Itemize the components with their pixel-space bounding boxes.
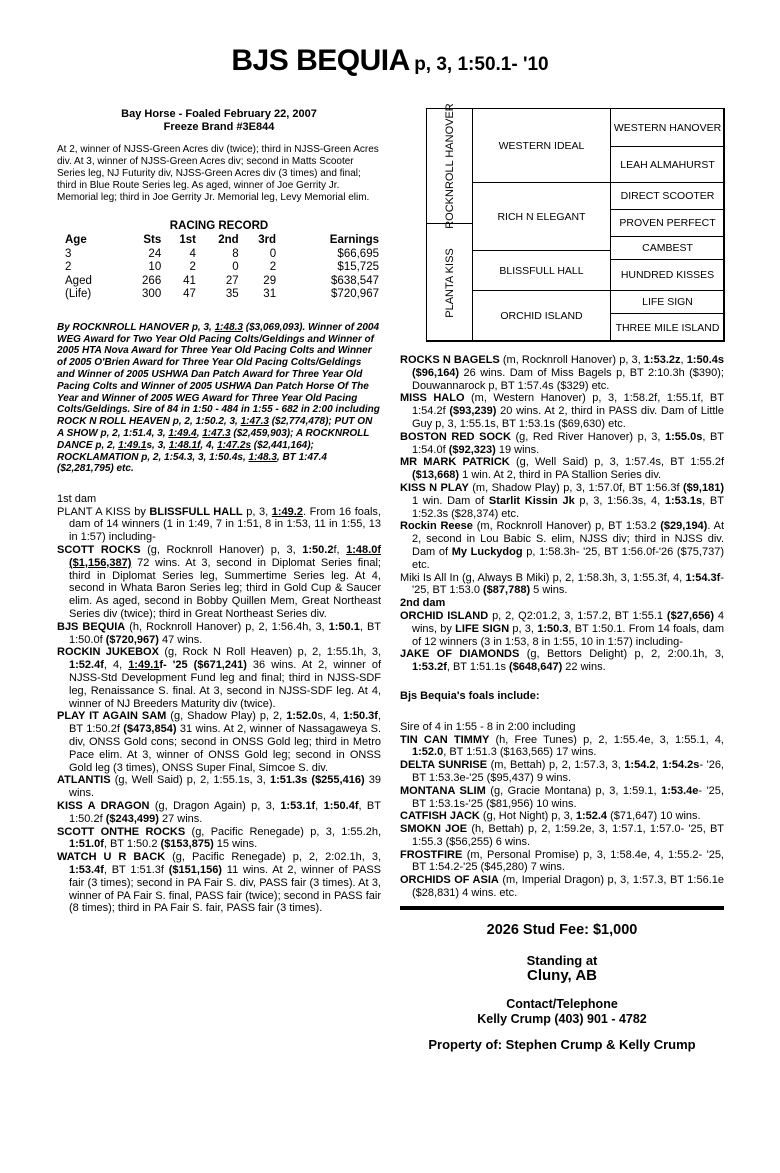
standing-label: Standing at — [526, 952, 598, 968]
entry-name: ATLANTIS — [57, 774, 111, 787]
entry-text: , BT 1:51.1s — [446, 661, 510, 674]
entry-earnings: ($27,656) — [666, 609, 715, 622]
entry-time: 1:52.4 — [575, 810, 608, 823]
entry-time: 1:50.1 — [328, 620, 360, 633]
entry-name: BLISSFULL HALL — [149, 505, 243, 518]
entry-text: 36 wins. At 2, winner of NJSS-Std Development Fund leg and final; third in NJSS-SDF leg, Renaissance S. final. At 3, second in NJSS-SDF leg. At 4, winner of NJ Breeders Maturity div (twice). — [69, 659, 382, 710]
page-title — [0, 44, 780, 78]
entry-name: JAKE OF DIAMONDS — [400, 648, 520, 661]
sire-time: 1:48.3 — [214, 321, 243, 333]
header-cell: Sts — [143, 233, 162, 246]
entry-text: . At 2, second in Lou Babic S. elim, NJSS div; third in NJSS div. Dam of — [412, 520, 725, 558]
entry-text: (g, Rocknroll Hanover) p, 3, — [140, 544, 303, 557]
table-cell: (Life) — [65, 288, 92, 301]
entry-text: (m, Personal Promise) p, 3, 1:58.4e, 4, 1:55.2- '25, BT 1:54.2-'25 ($45,280) 7 wins. — [412, 848, 724, 874]
entry-text: p, 3, — [242, 505, 272, 518]
table-cell: 0 — [232, 261, 239, 274]
sire-time: 1:48.1f — [168, 439, 201, 451]
table-row — [65, 248, 379, 262]
entry-text: 4 wins, by — [412, 609, 724, 635]
entry-name: Starlit Kissin Jk — [488, 494, 575, 507]
entry-text: (m, Shadow Play) p, 3, 1:57.0f, BT 1:56.3f — [468, 481, 684, 494]
racing-record-title: RACING RECORD — [169, 220, 269, 232]
entry-text: 27 wins. — [158, 812, 203, 825]
entry-text: 20 wins. At 2, third in PASS div. Dam of Little Guy p, 3, 1:55.1s, BT 1:53.1s ($69,630) etc. — [412, 405, 724, 430]
sire-time: 1:47.2s — [217, 439, 252, 451]
entry-text: (m, Rocknroll Hanover) p, BT 1:53.2 — [472, 520, 661, 533]
entry-name: MONTANA SLIM — [400, 784, 486, 797]
sire-text: , 4, — [200, 439, 218, 451]
left-column — [57, 108, 381, 915]
entry-text: , BT 1:50.1. From 14 foals, dam of 12 winners (3 in 1:53, 8 in 1:55, 10 in 1:57) including- — [412, 622, 725, 648]
table-cell: 24 — [148, 247, 162, 260]
standing-location: Cluny, AB — [527, 966, 597, 984]
entry-text: , BT 1:50.2f — [69, 710, 381, 736]
pedigree-dam-cell — [426, 223, 473, 342]
foal-entry — [400, 354, 724, 392]
foal-entry — [57, 851, 381, 915]
header-cell: 2nd — [218, 233, 239, 246]
entry-earnings: ($473,854) — [123, 723, 177, 736]
header-cell: 1st — [179, 233, 196, 246]
pedigree-sire-cell — [426, 103, 473, 229]
entry-name: PLAY IT AGAIN SAM — [57, 710, 167, 723]
entry-text: (g, Gracie Montana) p, 3, 1:59.1, — [485, 784, 662, 797]
table-row — [65, 288, 379, 302]
entry-text: (m, Western Hanover) p, 3, 1:58.2f, 1:55.1f, BT 1:54.2f — [412, 392, 724, 418]
entry-earnings: 1:50.4s ($96,164) — [412, 354, 724, 379]
sire-text: ($3,069,093). Winner of 2004 WEG Award for Two Year Old Pacing Colts/Geldings and Winner of 2005 HTA Nova Award for Three Year Old Pacing Colts and Winner of 2005 O'Brien Award for Three Year Old Pacing Colts/Geldings and Winner of 2005 USHWA Dan Patch Award for Three Year Old Pacing Colts and Winner of 2005 USHWA Dan Patch Horse Of The Year and Winner of 2005 WEG Award for Three Year Old Pacing Colts/Geldings. Sire of 84 in 1:50 - 484 in 1:55 - 682 in 2:00 including ROCK N ROLL HEAVEN p, 2, 1:50.2, 3, — [57, 321, 380, 428]
foal-entry — [57, 544, 381, 621]
entry-text: f- '25 — [159, 659, 194, 672]
entry-text: , BT 1:54.0f — [412, 430, 724, 456]
entry-earnings: ($648,647) — [509, 661, 563, 674]
entry-time: 1:53.1f — [280, 799, 316, 812]
dam-entry — [400, 610, 724, 648]
table-cell: Aged — [65, 274, 92, 287]
entry-text: Miki Is All In (g, Always B Miki) p, 2, 1:58.3h, 3, 1:55.3f, 4, — [400, 571, 686, 584]
table-cell: 0 — [269, 247, 277, 260]
entry-text: (g, Shadow Play) p, 2, — [166, 710, 287, 723]
entry-text: 1 win. Dam of — [412, 494, 489, 507]
entry-name: ROCKS N BAGELS — [400, 354, 500, 366]
entry-earnings: 1:51.3s ($255,416) — [269, 774, 365, 787]
entry-earnings: ($153,875) — [160, 838, 214, 851]
entry-text: - '26, BT 1:53.3e-'25 ($95,437) 9 wins. — [412, 759, 724, 784]
entry-text: , BT 1:52.3s ($28,374) etc. — [412, 494, 724, 520]
entry-text: , BT 1:50.2 — [103, 838, 161, 851]
table-row — [65, 275, 379, 289]
divider — [400, 906, 724, 910]
entry-text: (m, Rocknroll Hanover) p, 3, — [499, 354, 644, 366]
pedigree-g7: LIFE SIGN — [610, 290, 725, 314]
entry-name: FROSTFIRE — [400, 848, 463, 861]
sire-text: By ROCKNROLL HANOVER p, 3, — [57, 321, 215, 333]
entry-text: (h, Bettah) p, 2, 1:59.2e, 3, 1:57.1, 1:57.0- '25, BT 1:55.3 ($56,255) 6 wins. — [412, 823, 724, 848]
entry-text: (g, Bettors Delight) p, 2, 2:00.1h, 3, — [519, 648, 724, 661]
foal-entry — [57, 710, 381, 774]
racing-record-table — [65, 233, 379, 302]
table-cell: 2 — [189, 261, 196, 274]
entry-text: 5 wins. — [530, 584, 568, 597]
pedigree-g3: DIRECT SCOOTER — [610, 182, 725, 210]
foal-entry — [400, 456, 724, 482]
entry-name: Rockin Reese — [400, 520, 473, 533]
sire-text: , BT 1:47.4 ($2,281,795) etc. — [57, 451, 327, 475]
entry-text: (g, Well Said) p, 2, 1:55.1s, 3, — [110, 774, 270, 787]
horse-description: Bay Horse - Foaled February 22, 2007 — [121, 108, 317, 120]
sire-time: 1:47.3 — [240, 416, 269, 428]
sire-paragraph — [57, 322, 381, 475]
entry-name: MR MARK PATRICK — [400, 456, 510, 469]
sire-time: 1:48.3 — [248, 451, 277, 463]
entry-text: (g, Pacific Renegade) p, 2, 2:02.1h, 3, — [165, 851, 381, 864]
horse-record: p, 3, 1:50.1- '10 — [414, 54, 549, 75]
table-cell: 266 — [142, 274, 162, 287]
pedigree-sire-sire: WESTERN IDEAL — [472, 108, 611, 183]
entry-name: WATCH U R BACK — [57, 851, 166, 864]
entry-time: 1:53.2f — [412, 661, 447, 674]
contact-phone: Kelly Crump (403) 901 - 4782 — [477, 1011, 647, 1026]
entry-text: (m, Imperial Dragon) p, 3, 1:57.3, BT 1:56.1e ($28,831) 4 wins. etc. — [412, 874, 724, 900]
pedigree-g8: THREE MILE ISLAND — [610, 313, 725, 342]
entry-text: (g, Hot Night) p, 3, — [479, 810, 576, 823]
pedigree-g4: PROVEN PERFECT — [610, 209, 725, 237]
foal-entry — [400, 785, 724, 811]
foal-entry — [57, 826, 381, 852]
entry-name: ORCHID ISLAND — [400, 609, 489, 622]
pedigree-g2: LEAH ALMAHURST — [610, 146, 725, 183]
pedigree-g5: CAMBEST — [610, 236, 725, 260]
entry-text: 31 wins. At 2, winner of Nassagaweya S. div, ONSS Gold cons; second in ONSS Gold leg; third in Metro Pace elim. At 3, winner of ONSS Gold leg; second in ONSS Gold leg (3 times), ONSS Super Final, Simcoe S. div. — [69, 723, 381, 774]
foal-entry — [400, 572, 724, 598]
entry-text: f, — [333, 544, 347, 557]
sire-text: ($2,459,903); A ROCKNROLL DANCE p, 2, — [57, 427, 370, 451]
table-cell: 41 — [183, 274, 196, 287]
foal-entry — [57, 621, 381, 647]
entry-earnings: ($93,239) — [449, 405, 497, 418]
entry-name: BJS BEQUIA — [57, 620, 126, 633]
entry-name: MISS HALO — [400, 392, 465, 405]
horse-name: BJS BEQUIA — [231, 44, 410, 77]
entry-text: (g, Red River Hanover) p, 3, — [510, 430, 666, 443]
right-column — [400, 354, 724, 1051]
header-cell: Age — [65, 233, 87, 246]
foal-entry — [57, 646, 381, 710]
entry-text: 26 wins. Dam of Miss Bagels p, BT 2:10.3h ($390); Douwannarock p, BT 1:57.4s ($329) etc. — [412, 366, 724, 392]
entry-text: - '25, BT 1:53.0 — [412, 571, 724, 597]
entry-time: 1:54.2s — [662, 759, 700, 772]
entry-time: 1:51.0f — [69, 838, 104, 851]
pedigree-dam-dam: ORCHID ISLAND — [472, 290, 611, 342]
dam-entry — [57, 506, 381, 544]
entry-text: - '25, BT 1:53.1s-'25 ($81,956) 10 wins. — [412, 784, 724, 810]
sire-text: s, 3, — [146, 439, 169, 451]
entry-text: , BT 1:51.3 ($163,565) 17 wins. — [443, 746, 597, 759]
entry-earnings: ($243,499) — [105, 812, 159, 825]
table-cell: 29 — [263, 274, 277, 287]
sire-time: 1:47.3 — [202, 427, 231, 439]
entry-time: 1:54.3f — [685, 571, 721, 584]
pedigree-dam-sire: BLISSFULL HALL — [472, 250, 611, 291]
entry-text: 1 win. At 2, third in PA Stallion Series div. — [459, 469, 662, 482]
entry-text: 47 wins. — [158, 633, 203, 646]
entry-name: BOSTON RED SOCK — [400, 430, 511, 443]
entry-earnings: ($720,967) — [105, 633, 159, 646]
pedigree-sire-dam: RICH N ELEGANT — [472, 182, 611, 251]
entry-text: (g, Well Said) p, 3, 1:57.4s, BT 1:55.2f — [509, 456, 725, 469]
foal-entry — [400, 482, 724, 520]
foal-entry — [400, 823, 724, 849]
entry-text: (g, Rock N Roll Heaven) p, 2, 1:55.1h, 3, — [158, 646, 382, 659]
entry-time: 1:52.4f — [69, 659, 104, 672]
entry-text: (g, Pacific Renegade) p, 3, 1:55.2h, — [185, 825, 381, 838]
entry-time: 1:50.3 — [537, 622, 569, 635]
table-cell: 2 — [269, 261, 277, 274]
foal-entry — [57, 800, 381, 826]
entry-name: SCOTT ONTHE ROCKS — [57, 825, 186, 838]
entry-time: 1:52.0 — [286, 710, 318, 723]
table-cell: $638,547 — [331, 274, 379, 287]
entry-text: , BT 1:50.2f — [69, 799, 381, 825]
entry-name: SMOKN JOE — [400, 823, 468, 836]
entry-name: TIN CAN TIMMY — [400, 733, 490, 746]
entry-text: , — [655, 759, 663, 772]
entry-time: 1:49.1 — [128, 659, 160, 672]
entry-earnings: ($151,156) — [168, 863, 222, 876]
entry-earnings: ($92,323) — [448, 443, 496, 456]
entry-text: 15 wins. — [213, 838, 258, 851]
entry-name: LIFE SIGN — [455, 622, 510, 635]
table-cell: 3 — [65, 247, 72, 260]
entry-text: 19 wins. — [495, 443, 540, 456]
foal-entry — [400, 810, 724, 823]
entry-text: p, 3, 1:56.3s, 4, — [574, 494, 665, 507]
foal-entry — [400, 849, 724, 875]
sire-time: 1:49.1 — [118, 439, 147, 451]
property-owner: Property of: Stephen Crump & Kelly Crump — [428, 1036, 696, 1052]
table-cell: 27 — [225, 274, 239, 287]
table-cell: 47 — [183, 288, 196, 301]
pedigree-g6: HUNDRED KISSES — [610, 259, 725, 291]
foal-entry — [400, 759, 724, 785]
entry-text: ($71,647) 10 wins. — [607, 810, 701, 823]
table-cell: 300 — [142, 288, 162, 301]
table-row — [65, 261, 379, 275]
foal-entry — [57, 774, 381, 800]
foal-entry — [400, 874, 724, 900]
table-cell: 31 — [263, 288, 277, 301]
entry-name: ORCHIDS OF ASIA — [400, 874, 499, 887]
foal-entry — [400, 648, 724, 674]
table-cell: 35 — [225, 288, 239, 301]
entry-text: , — [680, 354, 687, 366]
entry-name: KISS A DRAGON — [57, 799, 150, 812]
entry-time: 1:54.2 — [624, 759, 656, 772]
table-cell: 4 — [189, 247, 196, 260]
foal-entry — [400, 392, 724, 430]
entry-text: , BT 1:51.3f — [103, 863, 169, 876]
entry-time: 1:55.0s — [665, 430, 703, 443]
entry-name: SCOTT ROCKS — [57, 544, 141, 557]
foal-entry — [400, 734, 724, 760]
header-cell: 3rd — [258, 233, 277, 246]
sire-text: ($2,774,478); PUT ON A SHOW p, 2, 1:51.4, 3, — [57, 416, 373, 439]
pedigree-sire: ROCKNROLL HANOVER — [443, 103, 456, 229]
table-cell: 10 — [148, 261, 162, 274]
entry-text: p, 1:58.3h- '25, BT 1:56.0f-'26 ($75,737) etc. — [412, 545, 724, 571]
first-dam-heading: 1st dam — [57, 493, 97, 506]
entry-time: 1:49.2 — [271, 505, 303, 518]
entry-text: 22 wins. — [562, 661, 606, 674]
entry-earnings: ($9,181) — [683, 481, 724, 494]
entry-text: s, 4, — [317, 710, 344, 723]
entry-time: 1:53.4f — [69, 863, 104, 876]
entry-name: KISS N PLAY — [400, 481, 469, 494]
entry-text: , 4, — [103, 659, 129, 672]
entry-text: (g, Dragon Again) p, 3, — [149, 799, 281, 812]
entry-text: 11 wins. At 2, winner of PASS fair (3 times); second in PA Fair S. div, PASS fair (3 times). At 3, winner of PA Fair S. final, PASS fair (twice); second in PASS fair (8 times); third in PA Fair S. fair, PASS fair (3 times). — [69, 863, 381, 915]
sire-text: ($2,441,164); ROCKLAMATION p, 2, 1:54.3, 3, 1:50.4s, — [57, 439, 314, 463]
entry-time: 1:50.2 — [302, 544, 334, 557]
table-cell: 2 — [65, 261, 72, 274]
entry-earnings: ($671,241) — [193, 659, 247, 672]
entry-text: (m, Bettah) p, 2, 1:57.3, 3, — [487, 759, 625, 772]
entry-text: 39 wins. — [69, 774, 381, 800]
foal-entry — [400, 431, 724, 457]
entry-name: CATFISH JACK — [400, 810, 480, 823]
pedigree-chart — [426, 103, 724, 341]
table-cell: 8 — [232, 247, 239, 260]
entry-time: 1:50.3f — [343, 710, 378, 723]
entry-name: ROCKIN JUKEBOX — [57, 646, 159, 659]
entry-text: (h, Free Tunes) p, 2, 1:55.4e, 3, 1:55.1, 4, — [489, 733, 724, 746]
entry-text: , BT 1:50.0f — [69, 620, 381, 646]
entry-text: 72 wins. At 3, second in Diplomat Series final; third in Diplomat Series leg, Summertime Series leg. At 4, second in Whata Baron Series leg; third in Gold Cup & Saucer elim. As aged, second in Bobby Quillen Mem, Great Northeast Series div (twice); third in Great Northeast Series div. — [69, 556, 381, 621]
table-cell: $720,967 — [331, 288, 379, 301]
entry-time: 1:53.2z — [643, 354, 681, 366]
entry-name: DELTA SUNRISE — [400, 759, 488, 772]
entry-time: 1:50.4f — [323, 799, 359, 812]
race-summary: At 2, winner of NJSS-Green Acres div (twice); third in NJSS-Green Acres div. At 3, winner of NJSS-Green Acres div; second in Matts Scooter Series leg, NJ Futurity div, NJSS-Green Acres div (3 times) and final; third in Blue Route Series leg. As aged, winner of Joe Gerrity Jr. Memorial leg; third in Joe Gerrity Jr. Memorial leg, Levy Memorial elim. — [57, 144, 379, 203]
foal-entry — [400, 520, 724, 571]
pedigree-g1: WESTERN HANOVER — [610, 108, 725, 147]
header-cell: Earnings — [329, 233, 379, 246]
entry-time: 1:52.0 — [412, 746, 444, 759]
second-dam-heading: 2nd dam — [400, 597, 446, 610]
entry-text: p, 3, — [509, 622, 538, 635]
sire-time: 1:49.4 — [168, 427, 197, 439]
entry-earnings: 1:48.0f ($1,156,387) — [69, 544, 381, 569]
entry-text: . From 16 foals, dam of 14 winners (1 in 1:49, 7 in 1:51, 8 in 1:53, 11 in 1:55, 13 in 1:57) including- — [69, 505, 381, 544]
entry-earnings: ($87,788) — [483, 584, 531, 597]
entry-earnings: ($13,668) — [412, 469, 460, 482]
table-cell: $66,695 — [337, 247, 379, 260]
racing-record-header — [65, 233, 379, 248]
sire-of-line: Sire of 4 in 1:55 - 8 in 2:00 including — [400, 720, 576, 733]
entry-name: My Luckydog — [451, 545, 523, 558]
entry-earnings: ($29,194) — [660, 520, 708, 533]
table-cell: $15,725 — [337, 261, 379, 274]
contact-block — [400, 997, 724, 1027]
freeze-brand: Freeze Brand #3E844 — [163, 121, 275, 133]
entry-text: PLANT A KISS by — [57, 505, 150, 518]
entry-time: 1:53.1s — [664, 494, 703, 507]
foals-heading: Bjs Bequia's foals include: — [400, 689, 540, 702]
entry-text: p, 2, Q2:01.2, 3, 1:57.2, BT 1:55.1 — [488, 609, 667, 622]
entry-time: 1:53.4e — [661, 784, 699, 797]
entry-text: (h, Rocknroll Hanover) p, 2, 1:56.4h, 3, — [125, 620, 329, 633]
sire-text: , — [196, 427, 203, 439]
pedigree-dam: PLANTA KISS — [443, 247, 456, 318]
stud-fee: 2026 Stud Fee: $1,000 — [486, 921, 638, 938]
standing-block — [400, 953, 724, 983]
entry-text: , — [315, 799, 324, 812]
contact-label: Contact/Telephone — [506, 996, 618, 1011]
